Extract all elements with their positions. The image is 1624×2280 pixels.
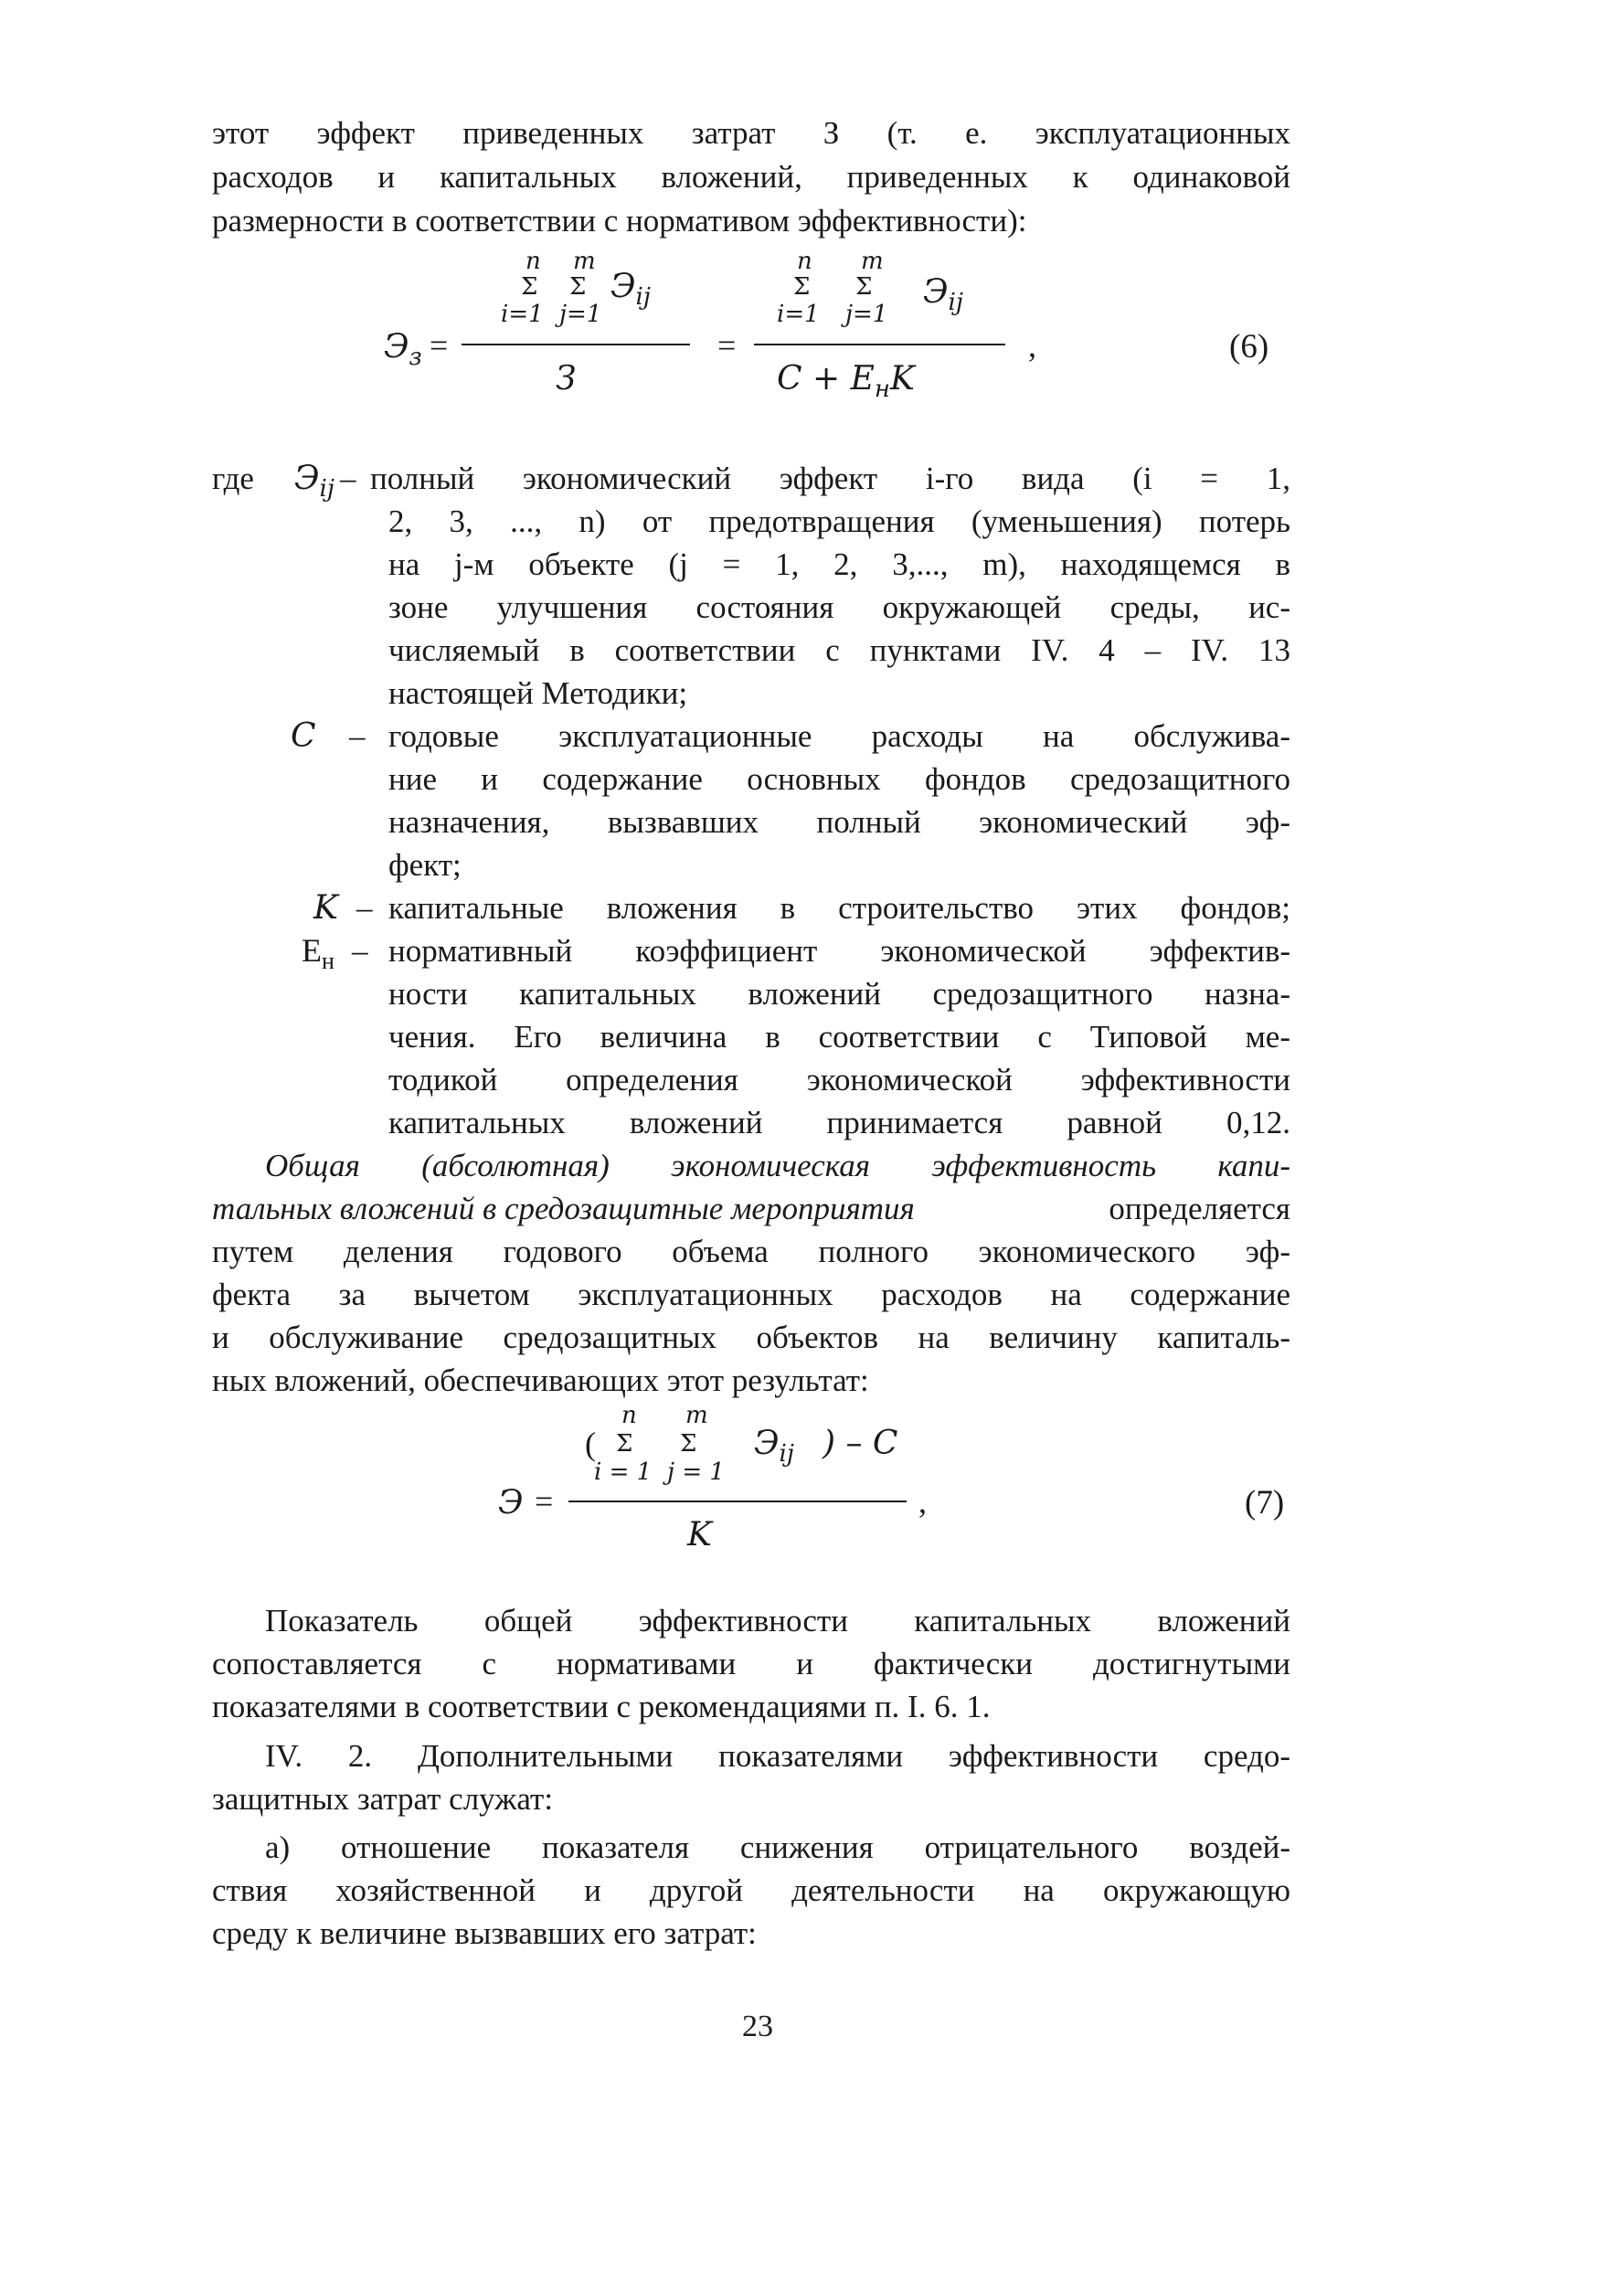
intro-line-1: этот эффект приведенных затрат З (т. е. эксплуатационных xyxy=(212,115,1290,151)
f6-lhs: $Э_з$ xyxy=(384,328,422,372)
f7-fraction-bar xyxy=(568,1501,907,1502)
f6-sub-i-2: i=1 xyxy=(777,301,820,328)
def-c-line-3: назначения, вызвавших полный экономический эф- xyxy=(388,804,1290,840)
f7-top-m: m xyxy=(685,1402,708,1429)
f7-close-minus-c: ) – C xyxy=(823,1425,898,1462)
def-eij-line-5: числяемый в соответствии с пунктами IV. 4 – IV. 13 xyxy=(388,632,1290,668)
def-en-line-2: ности капитальных вложений средозащитного назна- xyxy=(388,976,1290,1012)
f6-den-2: $C + E_нK$ xyxy=(777,360,915,404)
page-number: 23 xyxy=(742,2010,773,2043)
compare-line-2: сопоставляется с нормативами и фактически достигнутыми xyxy=(212,1646,1290,1681)
def-k-line-1: капитальные вложения в строительство этих фондов; xyxy=(388,890,1290,926)
compare-line-3: показателями в соответствии с рекомендациями п. I. 6. 1. xyxy=(212,1689,991,1724)
a-line-2: ствия хозяйственной и другой деятельности на окружающую xyxy=(212,1872,1290,1908)
def-en-line-3: чения. Его величина в соответствии с Типовой ме- xyxy=(388,1019,1290,1055)
f6-sub-i-1: i=1 xyxy=(501,301,544,328)
def-en-line-4: тодикой определения экономической эффективности xyxy=(388,1062,1290,1098)
f7-comma: , xyxy=(918,1483,927,1520)
general-line-2 xyxy=(212,1187,1290,1230)
where-word: где xyxy=(212,461,254,496)
general-line-6: ных вложений, обеспечивающих этот результат: xyxy=(212,1363,869,1398)
f6-den-1: З xyxy=(556,360,577,398)
def-eij-line-4: зоне улучшения состояния окружающей среды, ис- xyxy=(388,589,1290,625)
f6-sub-j-2: j=1 xyxy=(845,301,888,328)
def-term-k: K xyxy=(313,889,338,927)
f7-top-n: n xyxy=(621,1402,637,1429)
f7-sub-j: j = 1 xyxy=(667,1458,725,1486)
general-line-2-rest: определяется xyxy=(1109,1191,1290,1226)
f6-num-term-1: $Э_{ij}$ xyxy=(610,268,651,312)
def-en-line-5: капитальных вложений принимается равной 0,12. xyxy=(388,1105,1290,1140)
general-line-5: и обслуживание средозащитных объектов на величину капиталь- xyxy=(212,1320,1290,1355)
def-eij-line-2: 2, 3, ..., n) от предотвращения (уменьшения) потерь xyxy=(388,504,1290,539)
intro-line-2: расходов и капитальных вложений, приведенных к одинаковой xyxy=(212,159,1290,195)
f6-fraction-bar-2 xyxy=(754,344,1005,345)
f6-top-n-2: n xyxy=(797,248,812,275)
f6-equals-2: = xyxy=(717,327,737,364)
a-line-3: среду к величине вызвавших его затрат: xyxy=(212,1915,757,1951)
f6-equals-1: = xyxy=(430,327,449,364)
intro-line-3: размерности в соответствии с нормативом эффективности): xyxy=(212,203,1027,239)
equation-number-7: (7) xyxy=(1245,1484,1285,1522)
def-dash-k: – xyxy=(356,890,373,926)
iv2-line-2: защитных затрат служат: xyxy=(212,1781,554,1817)
general-italic-line-1: Общая (абсолютная) экономическая эффективность капи- xyxy=(265,1148,1290,1183)
def-dash-en: – xyxy=(352,933,368,969)
def-eij-line-3: на j-м объекте (j = 1, 2, 3,..., m), находящемся в xyxy=(388,546,1290,582)
def-term-eij: $Э_{ij}$ xyxy=(294,460,334,504)
def-dash-eij: – xyxy=(340,461,356,496)
f7-num-term: $Э_{ij}$ xyxy=(754,1425,794,1469)
def-dash-c: – xyxy=(349,718,366,754)
f6-sigma-i-1: Σ xyxy=(521,273,538,301)
def-c-line-2: ние и содержание основных фондов средозащитного xyxy=(388,761,1290,797)
def-eij-line-6: настоящей Методики; xyxy=(388,675,688,711)
f6-sigma-j-1: Σ xyxy=(569,273,587,301)
def-c-line-1: годовые эксплуатационные расходы на обслужива- xyxy=(388,718,1290,754)
f7-lhs: Э xyxy=(498,1484,524,1522)
f6-comma: , xyxy=(1028,327,1036,364)
f6-fraction-bar-1 xyxy=(462,344,690,345)
equation-number-6: (6) xyxy=(1229,328,1269,366)
f7-sigma-i: Σ xyxy=(616,1430,633,1458)
f7-open-paren: ( xyxy=(585,1426,596,1462)
f7-sub-i: i = 1 xyxy=(594,1458,653,1486)
a-line-1: а) отношение показателя снижения отрицательного воздей- xyxy=(265,1829,1290,1865)
compare-line-1: Показатель общей эффективности капитальных вложений xyxy=(265,1603,1290,1638)
f6-sigma-j-2: Σ xyxy=(855,273,873,301)
def-en-line-1: нормативный коэффициент экономической эффектив- xyxy=(388,933,1290,969)
general-line-3: путем деления годового объема полного экономического эф- xyxy=(212,1234,1290,1269)
def-term-en: $E_н$ xyxy=(302,932,334,975)
f6-sub-j-1: j=1 xyxy=(559,301,602,328)
f6-sigma-i-2: Σ xyxy=(793,273,811,301)
f6-top-n-1: n xyxy=(525,248,541,275)
f6-num-term-2: $Э_{ij}$ xyxy=(923,273,963,317)
iv2-line-1: IV. 2. Дополнительными показателями эффективности средо- xyxy=(265,1738,1290,1774)
f7-den: K xyxy=(687,1516,712,1554)
def-eij-line-1: полный экономический эффект i-го вида (i = 1, xyxy=(370,461,1290,496)
general-line-4: фекта за вычетом эксплуатационных расходов на содержание xyxy=(212,1277,1290,1312)
f7-sigma-j: Σ xyxy=(680,1430,697,1458)
f7-equals: = xyxy=(535,1483,554,1520)
def-c-line-4: фект; xyxy=(388,847,462,883)
general-italic-line-2: тальных вложений в средозащитные мероприятия xyxy=(212,1191,915,1226)
def-term-c: C xyxy=(291,717,316,755)
f6-top-m-2: m xyxy=(861,248,884,275)
f6-top-m-1: m xyxy=(573,248,596,275)
